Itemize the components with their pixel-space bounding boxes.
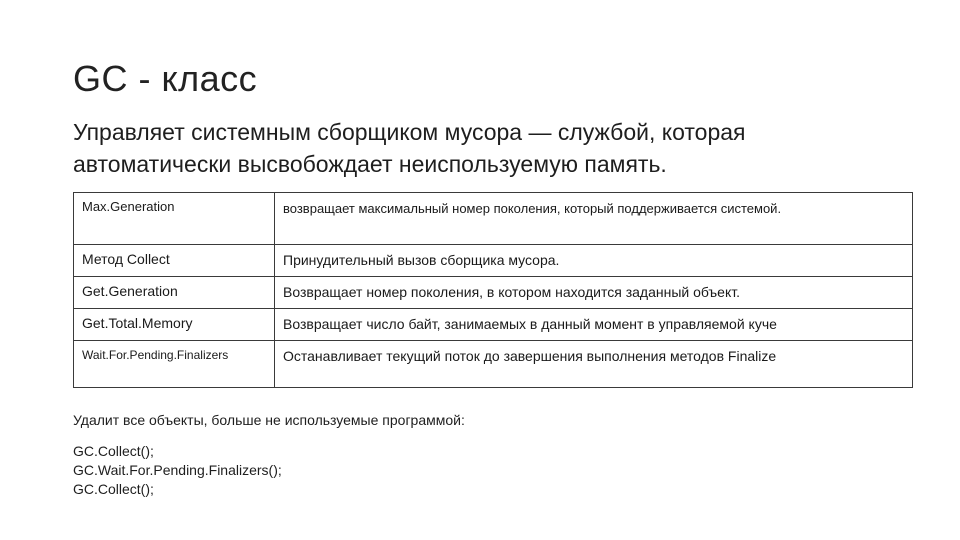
code-line: GC.Wait.For.Pending.Finalizers(); [73,462,282,478]
code-line: GC.Collect(); [73,481,154,497]
usage-note: Удалит все объекты, больше не используемые программой: [73,412,465,428]
code-line: GC.Collect(); [73,443,154,459]
slide-subtitle: Управляет системным сборщиком мусора — службой, которая автоматически высвобождает неиспользуемую память. [73,119,746,177]
method-description: Принудительный вызов сборщика мусора. [275,245,913,277]
table-row [74,277,913,309]
method-description: Возвращает номер поколения, в котором находится заданный объект. [275,277,913,309]
code-example [73,442,282,499]
method-description: Возвращает число байт, занимаемых в данный момент в управляемой куче [275,309,913,341]
method-name: Get.Total.Memory [74,309,275,341]
method-description: возвращает максимальный номер поколения, который поддерживается системой. [275,193,913,245]
table-row [74,309,913,341]
method-description: Останавливает текущий поток до завершения выполнения методов Finalize [275,341,913,388]
method-name: Метод Collect [74,245,275,277]
method-name: Get.Generation [74,277,275,309]
table-row [74,245,913,277]
table-row [74,193,913,245]
method-name: Max.Generation [74,193,275,245]
methods-table [73,192,913,388]
method-name: Wait.For.Pending.Finalizers [74,341,275,388]
slide-title: GC - класс [73,58,258,99]
table-row [74,341,913,388]
